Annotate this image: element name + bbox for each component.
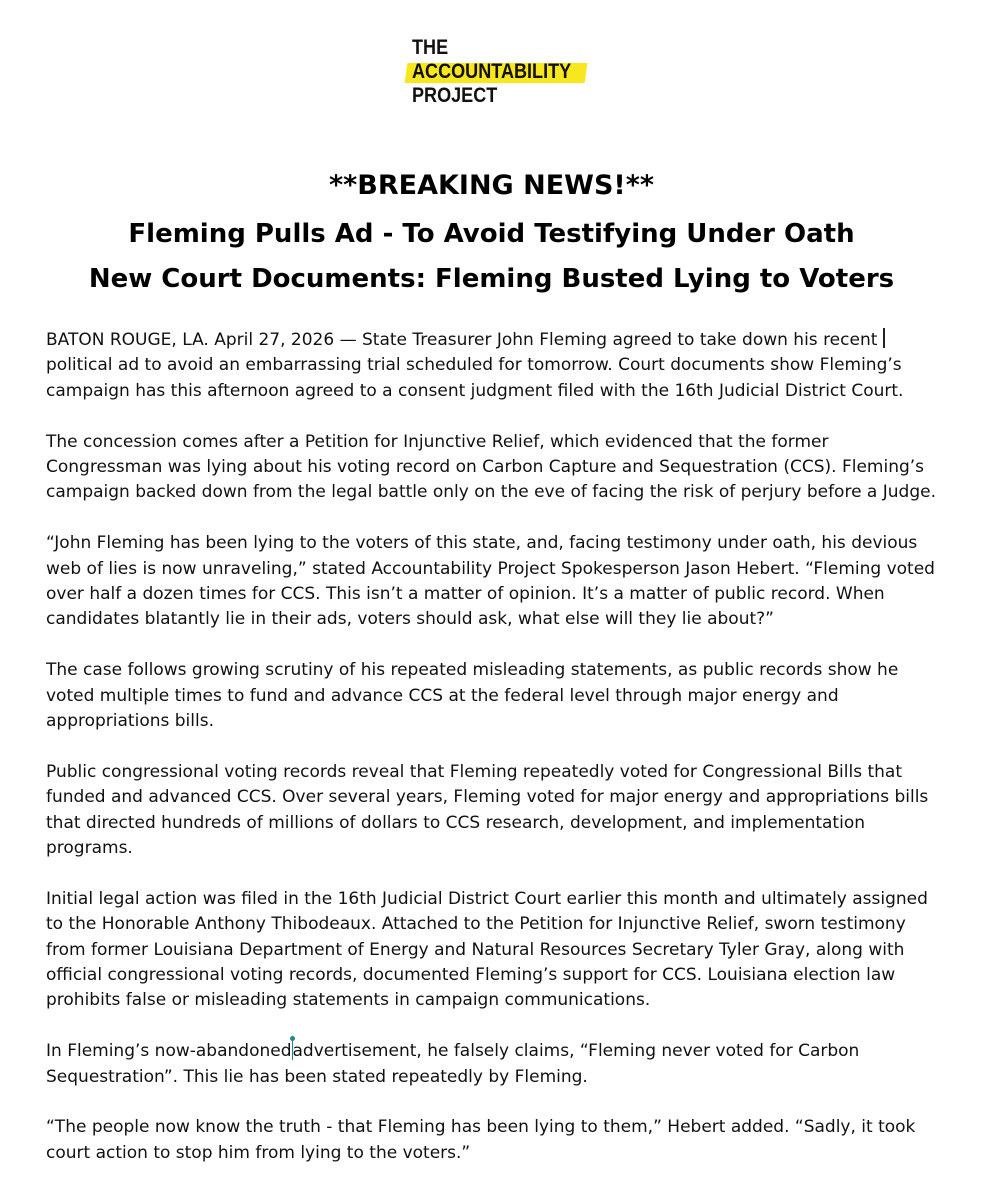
text-caret-icon xyxy=(292,1039,293,1060)
paragraph-line: The concession comes after a Petition for Injunctive Relief, which evidenced that the former xyxy=(46,431,829,452)
paragraph-advertisement-claim xyxy=(46,1039,946,1090)
paragraph-line: from former Louisiana Department of Energy and Natural Resources Secretary Tyler Gray, along with xyxy=(46,939,905,960)
paragraph-closing-quote xyxy=(46,1115,946,1166)
headline-fleming-pulls-ad: Fleming Pulls Ad - To Avoid Testifying Under Oath xyxy=(128,219,855,249)
paragraph-scrutiny xyxy=(46,658,946,734)
headline-breaking-news: **BREAKING NEWS!** xyxy=(329,170,654,201)
paragraph-line: campaign backed down from the legal battle only on the eve of facing the risk of perjury before a Judge. xyxy=(46,482,936,503)
paragraph-line: candidates blatantly lie in their ads, voters should ask, what else will they lie about?” xyxy=(46,609,774,630)
accountability-project-logo xyxy=(406,36,596,116)
paragraph-voting-records xyxy=(46,760,946,862)
paragraph-legal-action xyxy=(46,887,946,1014)
paragraph-hebert-quote xyxy=(46,531,946,633)
paragraph-line: appropriations bills. xyxy=(46,711,214,732)
paragraph-line: funded and advanced CCS. Over several years, Fleming voted for major energy and appropriations bills xyxy=(46,787,929,808)
paragraph-line: Congressman was lying about his voting record on Carbon Capture and Sequestration (CCS). Fleming’s xyxy=(46,457,925,478)
paragraph-line: prohibits false or misleading statements in campaign communications. xyxy=(46,990,651,1011)
logo-line-accountability: ACCOUNTABILITY xyxy=(412,60,572,83)
paragraph-dateline xyxy=(46,328,946,404)
paragraph-line: “John Fleming has been lying to the voters of this state, and, facing testimony under oath, his devious xyxy=(46,533,918,554)
paragraph-line: voted multiple times to fund and advance CCS at the federal level through major energy and xyxy=(46,685,839,706)
paragraph-line: campaign has this afternoon agreed to a consent judgment filed with the 16th Judicial District Court. xyxy=(46,380,904,401)
paragraph-line: Sequestration”. This lie has been stated repeatedly by Fleming. xyxy=(46,1066,588,1087)
paragraph-line: over half a dozen times for CCS. This isn’t a matter of opinion. It’s a matter of public record. When xyxy=(46,584,885,605)
paragraph-line: court action to stop him from lying to the voters.” xyxy=(46,1142,471,1163)
paragraph-line: programs. xyxy=(46,838,133,859)
paragraph-line: In Fleming’s now-abandonedadvertisement, he falsely claims, “Fleming never voted for Carbon xyxy=(46,1041,860,1062)
paragraph-line: to the Honorable Anthony Thibodeaux. Attached to the Petition for Injunctive Relief, sworn testimony xyxy=(46,914,906,935)
press-release-body xyxy=(46,328,946,1192)
headline-court-documents: New Court Documents: Fleming Busted Lying to Voters xyxy=(88,264,895,294)
paragraph-line: Public congressional voting records reveal that Fleming repeatedly voted for Congressional Bills that xyxy=(46,761,903,782)
logo-line-project: PROJECT xyxy=(412,84,498,107)
paragraph-line: The case follows growing scrutiny of his repeated misleading statements, as public records show he xyxy=(46,660,899,681)
paragraph-line: that directed hundreds of millions of dollars to CCS research, development, and implementation xyxy=(46,812,865,833)
paragraph-line: official congressional voting records, documented Fleming’s support for CCS. Louisiana election law xyxy=(46,965,896,986)
paragraph-line: Initial legal action was filed in the 16th Judicial District Court earlier this month and ultimately assigned xyxy=(46,888,928,909)
paragraph-line: political ad to avoid an embarrassing trial scheduled for tomorrow. Court documents show Fleming’s xyxy=(46,355,902,376)
logo-line-the: THE xyxy=(412,36,449,59)
paragraph-line: “The people now know the truth - that Fleming has been lying to them,” Hebert added. “Sadly, it took xyxy=(46,1117,916,1138)
paragraph-concession xyxy=(46,430,946,506)
text-cursor-icon xyxy=(883,328,885,348)
paragraph-line: web of lies is now unraveling,” stated Accountability Project Spokesperson Jason Hebert. “Fleming voted xyxy=(46,558,935,579)
paragraph-line: BATON ROUGE, LA. April 27, 2026 — State Treasurer John Fleming agreed to take down his recent xyxy=(46,328,946,353)
